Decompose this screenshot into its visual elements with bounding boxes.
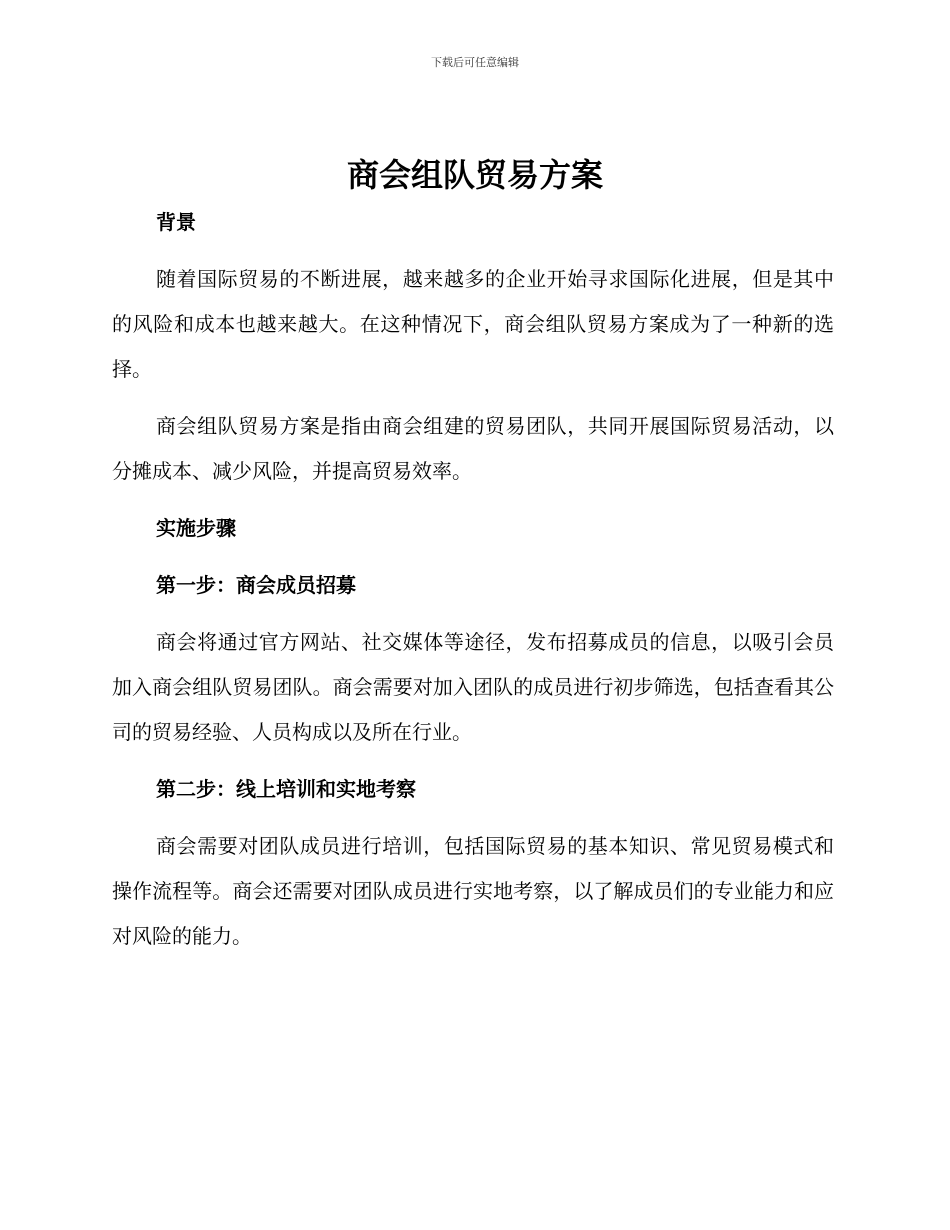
document-body (112, 200, 834, 971)
section-heading-background: 背景 (156, 210, 196, 234)
document-title: 商会组队贸易方案 (346, 156, 603, 194)
section-heading-steps: 实施步骤 (156, 516, 236, 540)
paragraph-background-1: 随着国际贸易的不断进展，越来越多的企业开始寻求国际化进展，但是其中的风险和成本也越来越大。在这种情况下，商会组队贸易方案成为了一种新的选择。 (112, 267, 834, 381)
paragraph-background-2: 商会组队贸易方案是指由商会组建的贸易团队，共同开展国际贸易活动，以分摊成本、减少风险，并提高贸易效率。 (112, 414, 834, 483)
step-heading-1: 第一步：商会成员招募 (156, 573, 356, 597)
paragraph-step-1: 商会将通过官方网站、社交媒体等途径，发布招募成员的信息，以吸引会员加入商会组队贸易团队。商会需要对加入团队的成员进行初步筛选，包括查看其公司的贸易经验、人员构成以及所在行业。 (112, 630, 834, 744)
paragraph-step-2: 商会需要对团队成员进行培训，包括国际贸易的基本知识、常见贸易模式和操作流程等。商会还需要对团队成员进行实地考察，以了解成员们的专业能力和应对风险的能力。 (112, 834, 834, 948)
header-note: 下载后可任意编辑 (431, 56, 519, 69)
step-heading-2: 第二步：线上培训和实地考察 (156, 777, 416, 801)
